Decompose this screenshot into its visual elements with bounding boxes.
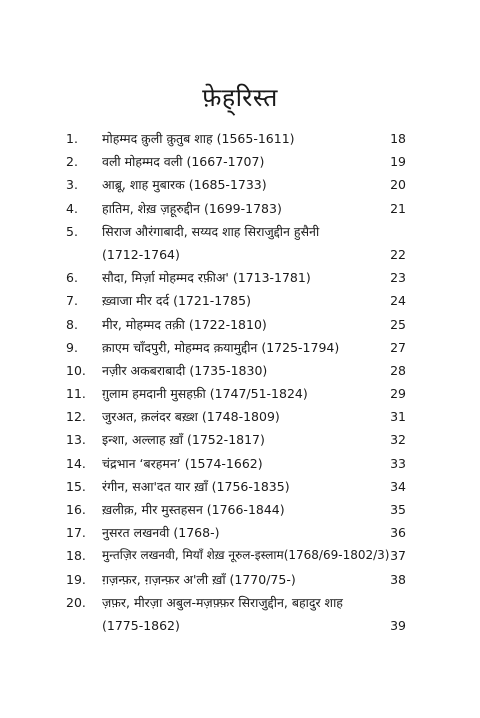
toc-row	[0, 382, 480, 405]
entry-page-number: 29	[390, 386, 406, 402]
toc-row	[0, 127, 480, 150]
entry-number: 10.	[66, 362, 86, 378]
entry-page-number: 38	[390, 571, 406, 587]
entry-number: 3.	[66, 177, 78, 193]
entry-number: 8.	[66, 316, 78, 332]
toc-row	[0, 336, 480, 359]
entry-title: आब्रू, शाह मुबारक (1685-1733)	[102, 177, 267, 193]
entry-page-number: 21	[390, 200, 406, 216]
entry-title: सिराज औरंगाबादी, सय्यद शाह सिराजुद्दीन हुसैनी	[102, 223, 320, 239]
entry-title: नज़ीर अकबराबादी (1735-1830)	[102, 362, 268, 378]
toc-row	[0, 173, 480, 196]
entry-number: 17.	[66, 525, 86, 541]
entry-number: 2.	[66, 154, 78, 170]
entry-number: 15.	[66, 478, 86, 494]
entry-number: 6.	[66, 270, 78, 286]
entry-page-number: 22	[390, 246, 406, 262]
entry-page-number: 31	[390, 409, 406, 425]
toc-row	[0, 197, 480, 220]
entry-title: ख़लीक़, मीर मुस्तहसन (1766-1844)	[102, 502, 285, 517]
toc-row	[0, 452, 480, 475]
toc-row	[0, 359, 480, 382]
entry-title: मीर, मोहम्मद तक़ी (1722-1810)	[102, 316, 267, 332]
entry-page-number: 36	[390, 525, 406, 541]
entry-title: ख़्वाजा मीर दर्द (1721-1785)	[102, 293, 251, 309]
entry-number: 1.	[66, 131, 78, 146]
toc-row-continued	[0, 243, 480, 266]
entry-title: ग़ज़न्फ़र, ग़ज़न्फ़र अ'ली ख़ाँ (1770/75-)	[102, 571, 296, 587]
entry-page-number: 25	[390, 316, 406, 332]
toc-row	[0, 150, 480, 173]
entry-title: मुन्तज़िर लखनवी, मियाँ शेख़ नूरुल-इस्लाम(1768/69-1802/3)	[102, 548, 390, 563]
entry-page-number: 28	[390, 362, 406, 378]
entry-number: 9.	[66, 339, 78, 355]
entry-title: हातिम, शेख़ ज़हूरुद्दीन (1699-1783)	[102, 200, 282, 216]
entry-number: 20.	[66, 594, 86, 610]
entry-number: 4.	[66, 200, 78, 216]
table-of-contents	[0, 127, 480, 637]
entry-title: वली मोहम्मद वली (1667-1707)	[102, 154, 265, 170]
entry-title: सौदा, मिर्ज़ा मोहम्मद रफ़ीअ' (1713-1781)	[102, 270, 311, 286]
entry-page-number: 33	[390, 455, 406, 471]
toc-row	[0, 521, 480, 544]
page-title: फ़ेह्‌रिस्त	[202, 83, 278, 112]
entry-title: (1712-1764)	[102, 246, 180, 262]
entry-number: 18.	[66, 548, 86, 564]
entry-title: मोहम्मद क़ुली क़ुतुब शाह (1565-1611)	[102, 131, 295, 146]
entry-number: 11.	[66, 386, 86, 402]
entry-page-number: 39	[390, 617, 406, 633]
entry-page-number: 19	[390, 154, 406, 170]
entry-page-number: 34	[390, 478, 406, 494]
entry-number: 13.	[66, 432, 86, 448]
entry-title: नुसरत लखनवी (1768-)	[102, 525, 220, 541]
toc-row	[0, 266, 480, 289]
entry-page-number: 23	[390, 270, 406, 286]
toc-row	[0, 498, 480, 521]
entry-number: 7.	[66, 293, 78, 309]
toc-row	[0, 544, 480, 567]
toc-row	[0, 289, 480, 312]
entry-number: 5.	[66, 223, 78, 239]
entry-number: 19.	[66, 571, 86, 587]
entry-page-number: 20	[390, 177, 406, 193]
toc-row	[0, 568, 480, 591]
entry-page-number: 27	[390, 339, 406, 355]
entry-title: ग़ुलाम हमदानी मुसहफ़ी (1747/51-1824)	[102, 386, 308, 402]
entry-page-number: 37	[390, 548, 406, 564]
entry-title: क़ाएम चाँदपुरी, मोहम्मद क़यामुद्दीन (1725-1794)	[102, 339, 340, 355]
entry-page-number: 35	[390, 502, 406, 517]
entry-page-number: 32	[390, 432, 406, 448]
entry-number: 14.	[66, 455, 86, 471]
entry-title: चंद्रभान ‘बरहमन’ (1574-1662)	[102, 455, 263, 471]
toc-row	[0, 428, 480, 451]
entry-title: जुरअत, क़लंदर बख़्श (1748-1809)	[102, 409, 280, 425]
entry-title: इन्शा, अल्लाह ख़ाँ (1752-1817)	[102, 432, 265, 448]
entry-title: (1775-1862)	[102, 617, 180, 633]
entry-number: 12.	[66, 409, 86, 425]
entry-page-number: 18	[390, 131, 406, 146]
toc-row	[0, 220, 480, 243]
toc-row	[0, 475, 480, 498]
entry-page-number: 24	[390, 293, 406, 309]
toc-row	[0, 313, 480, 336]
toc-row-continued	[0, 614, 480, 637]
entry-number: 16.	[66, 502, 86, 517]
toc-row	[0, 405, 480, 428]
entry-title: ज़फ़र, मीरज़ा अबुल-मज़फ़्फ़र सिराजुद्दीन, बहादुर शाह	[102, 594, 343, 610]
toc-row	[0, 591, 480, 614]
entry-title: रंगीन, सआ'दत यार ख़ाँ (1756-1835)	[102, 478, 290, 494]
